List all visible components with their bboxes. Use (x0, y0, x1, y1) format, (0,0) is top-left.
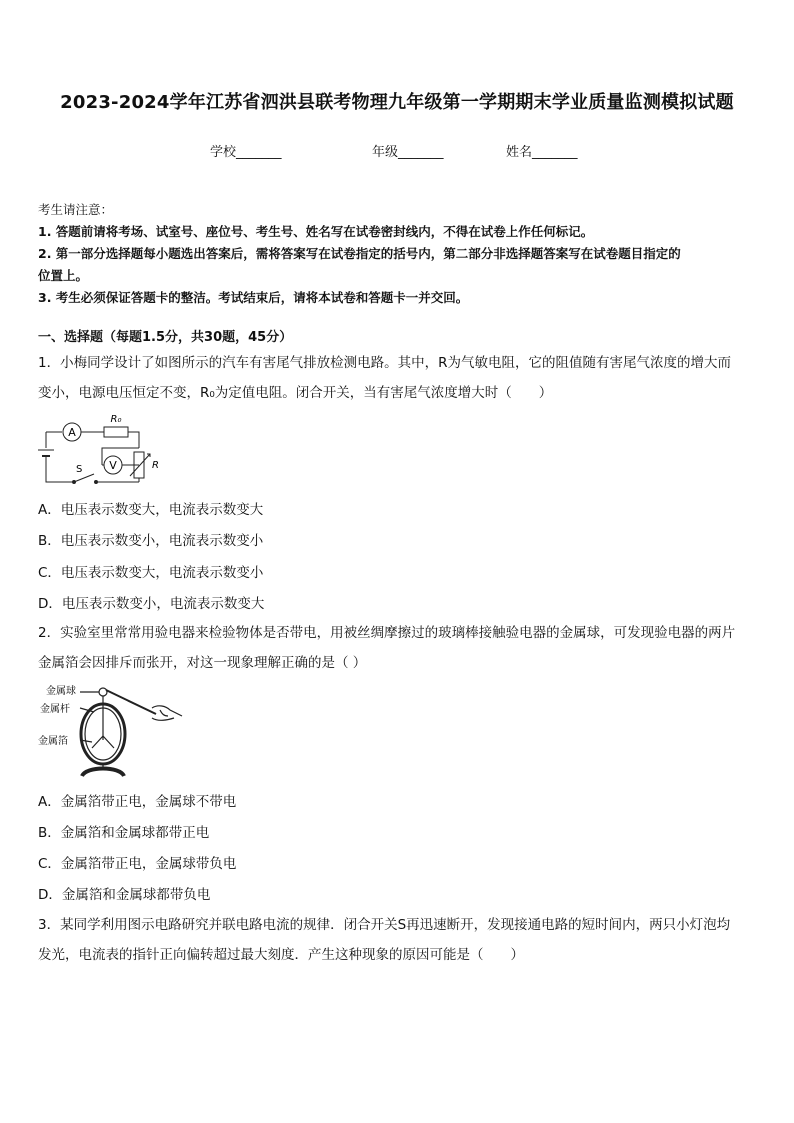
notice-head: 考生请注意： (38, 202, 114, 217)
section-heading: 一、选择题（每题1.5分，共30题，45分） (38, 330, 293, 345)
question-1-text (38, 348, 760, 408)
q2-option-d: D．金属箔和金属球都带负电 (38, 887, 211, 903)
question-2-line-1: 2．实验室里常常用验电器来检验物体是否带电，用被丝绸摩擦过的玻璃棒接触验电器的金属球，可发现验电器的两片 (38, 625, 736, 641)
question-3-line-1: 3．某同学利用图示电路研究并联电路电流的规律．闭合开关S再迅速断开，发现接通电路的短时间内，两只小灯泡均 (38, 917, 731, 933)
name-field: 姓名_______ (506, 145, 578, 160)
q1-option-b: B．电压表示数变小，电流表示数变小 (38, 533, 264, 549)
r-label: R (152, 460, 159, 471)
q1-option-c: C．电压表示数变大，电流表示数变小 (38, 565, 264, 581)
switch-label: S (76, 464, 83, 475)
foil-label: 金属箔 (38, 736, 68, 747)
school-field: 学校_______ (210, 145, 282, 160)
rod-label: 金属杆 (40, 704, 70, 715)
question-2-text (38, 618, 760, 678)
q1-option-a: A．电压表示数变大，电流表示数变大 (38, 502, 264, 518)
notice-item: 2. 第一部分选择题每小题选出答案后，需将答案写在试卷指定的括号内，第二部分非选择题答案写在试卷题目指定的 (38, 246, 681, 261)
notice-item: 位置上。 (38, 268, 89, 283)
exam-title: 2023-2024学年江苏省泗洪县联考物理九年级第一学期期末学业质量监测模拟试题 (60, 92, 734, 113)
question-2-line-2: 金属箔会因排斥而张开，对这一现象理解正确的是（ ） (38, 655, 367, 671)
q1-option-d: D．电压表示数变小，电流表示数变大 (38, 596, 265, 612)
question-3-text (38, 910, 760, 970)
ball-label: 金属球 (46, 686, 76, 697)
grade-field: 年级_______ (372, 145, 444, 160)
electroscope-diagram-q2 (34, 678, 184, 778)
circuit-diagram-q1 (34, 410, 164, 490)
question-3-line-2: 发光，电流表的指针正向偏转超过最大刻度．产生这种现象的原因可能是（ ） (38, 947, 524, 963)
notice-item: 3. 考生必须保证答题卡的整洁。考试结束后，请将本试卷和答题卡一并交回。 (38, 290, 469, 305)
voltmeter-label: V (109, 459, 117, 472)
question-1-line-2: 变小，电源电压恒定不变，R₀为定值电阻。闭合开关，当有害尾气浓度增大时（ ） (38, 385, 553, 401)
notice-item: 1. 答题前请将考场、试室号、座位号、考生号、姓名写在试卷密封线内，不得在试卷上作任何标记。 (38, 224, 594, 239)
question-1-line-1: 1．小梅同学设计了如图所示的汽车有害尾气排放检测电路。其中，R为气敏电阻，它的阻值随有害尾气浓度的增大而 (38, 355, 731, 371)
ammeter-label: A (68, 426, 76, 439)
notice-block (38, 199, 758, 309)
q2-option-c: C．金属箔带正电，金属球带负电 (38, 856, 237, 872)
q2-option-a: A．金属箔带正电，金属球不带电 (38, 794, 237, 810)
q2-option-b: B．金属箔和金属球都带正电 (38, 825, 210, 841)
r0-label: R₀ (110, 414, 122, 425)
